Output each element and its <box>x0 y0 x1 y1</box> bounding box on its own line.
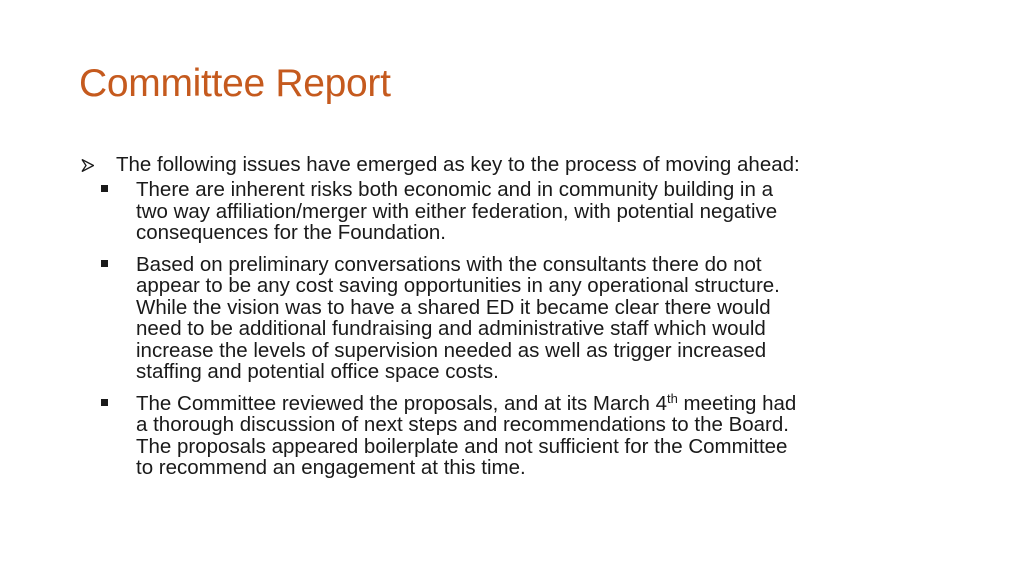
sub-bullet-line: The proposals appeared boilerplate and not sufficient for the Committee <box>136 434 788 458</box>
main-bullet-point <box>79 150 959 179</box>
sub-bullet-line: two way affiliation/merger with either federation, with potential negative <box>136 199 778 223</box>
arrow-bullet-icon <box>81 159 94 172</box>
sub-bullet-line: a thorough discussion of next steps and recommendations to the Board. <box>136 413 789 436</box>
slide-content <box>79 150 959 489</box>
sub-bullet-item <box>79 390 959 479</box>
sub-bullet-line: appear to be any cost saving opportunities in any operational structure. <box>136 274 780 297</box>
sub-bullet-line: Based on preliminary conversations with the consultants there do not <box>136 252 762 276</box>
ordinal-superscript: th <box>666 390 678 406</box>
main-bullet-text: The following issues have emerged as key to the process of moving ahead: <box>116 153 800 176</box>
sub-bullet-line: consequences for the Foundation. <box>136 221 446 244</box>
sub-bullet-list <box>79 179 959 479</box>
sub-bullet-line: increase the levels of supervision needed as well as trigger increased <box>136 338 767 362</box>
sub-bullet-line: need to be additional fundraising and administrative staff which would <box>136 317 766 340</box>
sub-bullet-line: There are inherent risks both economic and in community building in a <box>136 178 773 201</box>
square-bullet-icon <box>101 399 108 406</box>
sub-bullet-text-segment: meeting had <box>677 391 797 415</box>
sub-bullet-line: to recommend an engagement at this time. <box>136 456 526 479</box>
square-bullet-icon <box>101 185 108 192</box>
sub-bullet-text-segment: The Committee reviewed the proposals, and at its March 4 <box>136 391 667 415</box>
sub-bullet-line: While the vision was to have a shared ED it became clear there would <box>136 295 771 319</box>
sub-bullet-item <box>79 254 959 383</box>
sub-bullet-line: staffing and potential office space costs. <box>136 360 499 383</box>
sub-bullet-line <box>136 390 959 415</box>
square-bullet-icon <box>101 260 108 267</box>
slide-title: Committee Report <box>79 62 391 105</box>
sub-bullet-item <box>79 179 959 244</box>
